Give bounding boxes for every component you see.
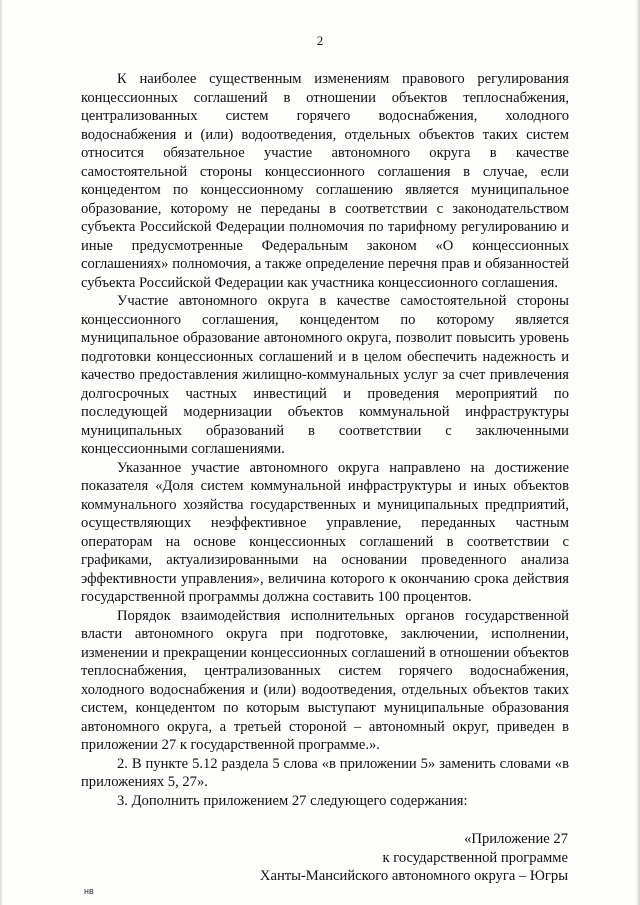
- footer-initials: нв: [84, 886, 94, 896]
- scan-edge-right: [636, 0, 640, 905]
- appendix-program: к государственной программе: [382, 849, 568, 866]
- paragraph-4: Порядок взаимодействия исполнительных органов государственной власти автономного округа при подготовке, заключении, исполнении, изменении и прекращении концессионных соглашений в отношении объектов теплоснабжения, централизованных систем горячего водоснабжения, холодного водоснабжения и (или) водоотведения, отдельных объектов таких систем, концедентом по которым выступают муниципальные образования автономного округа, а третьей стороной – автономный округ, приведен в приложении 27 к государственной программе.».: [81, 607, 569, 753]
- appendix-region: Ханты-Мансийского автономного округа – Югры: [259, 868, 568, 884]
- appendix-title: «Приложение 27: [464, 831, 568, 847]
- scan-edge-left: [0, 0, 3, 905]
- appendix-header: [260, 830, 568, 886]
- paragraph-1: К наиболее существенным изменениям правового регулирования концессионных соглашений в отношении объектов теплоснабжения, централизованных систем горячего водоснабжения, холодного водоснабжения и (или) водоотведения, отдельных объектов таких систем относится обязательное участие автономного округа в качестве самостоятельной стороны концессионного соглашения в случае, если концедентом по концессионному соглашению является муниципальное образование, которому не переданы в соответствии с законодательством субъекта Российской Федерации полномочия по тарифному регулированию и иные предусмотренные Федеральным законом «О концессионных соглашениях» полномочия, а также определение перечня прав и обязанностей субъекта Российской Федерации как участника концессионного соглашения.: [81, 71, 569, 291]
- body-text: [81, 70, 569, 810]
- paragraph-2: Участие автономного округа в качестве самостоятельной стороны концессионного соглашения, концедентом по которому является муниципальное образование автономного округа, позволит повысить уровень подготовки концессионных соглашений и в целом обеспечить надежность и качество предоставления жилищно-коммунальных услуг за счет привлечения долгосрочных частных инвестиций и проведения мероприятий по последующей модернизации объектов коммунальной инфраструктуры муниципальных образований в соответствии с заключенными концессионными соглашениями.: [81, 293, 569, 457]
- paragraph-5: 2. В пункте 5.12 раздела 5 слова «в приложении 5» заменить словами «в приложениях 5, 27».: [81, 755, 569, 790]
- page-number: 2: [316, 33, 324, 48]
- paragraph-3: Указанное участие автономного округа направлено на достижение показателя «Доля систем коммунальной инфраструктуры и иных объектов коммунального хозяйства государственных и муниципальных предприятий, осуществляющих неэффективное управление, переданных частным операторам на основе концессионных соглашений в соответствии с графиками, актуализированными на основании проведенного анализа эффективности управления», величина которого к окончанию срока действия государственной программы должна составить 100 процентов.: [81, 459, 569, 605]
- paragraph-6: 3. Дополнить приложением 27 следующего содержания:: [117, 792, 468, 809]
